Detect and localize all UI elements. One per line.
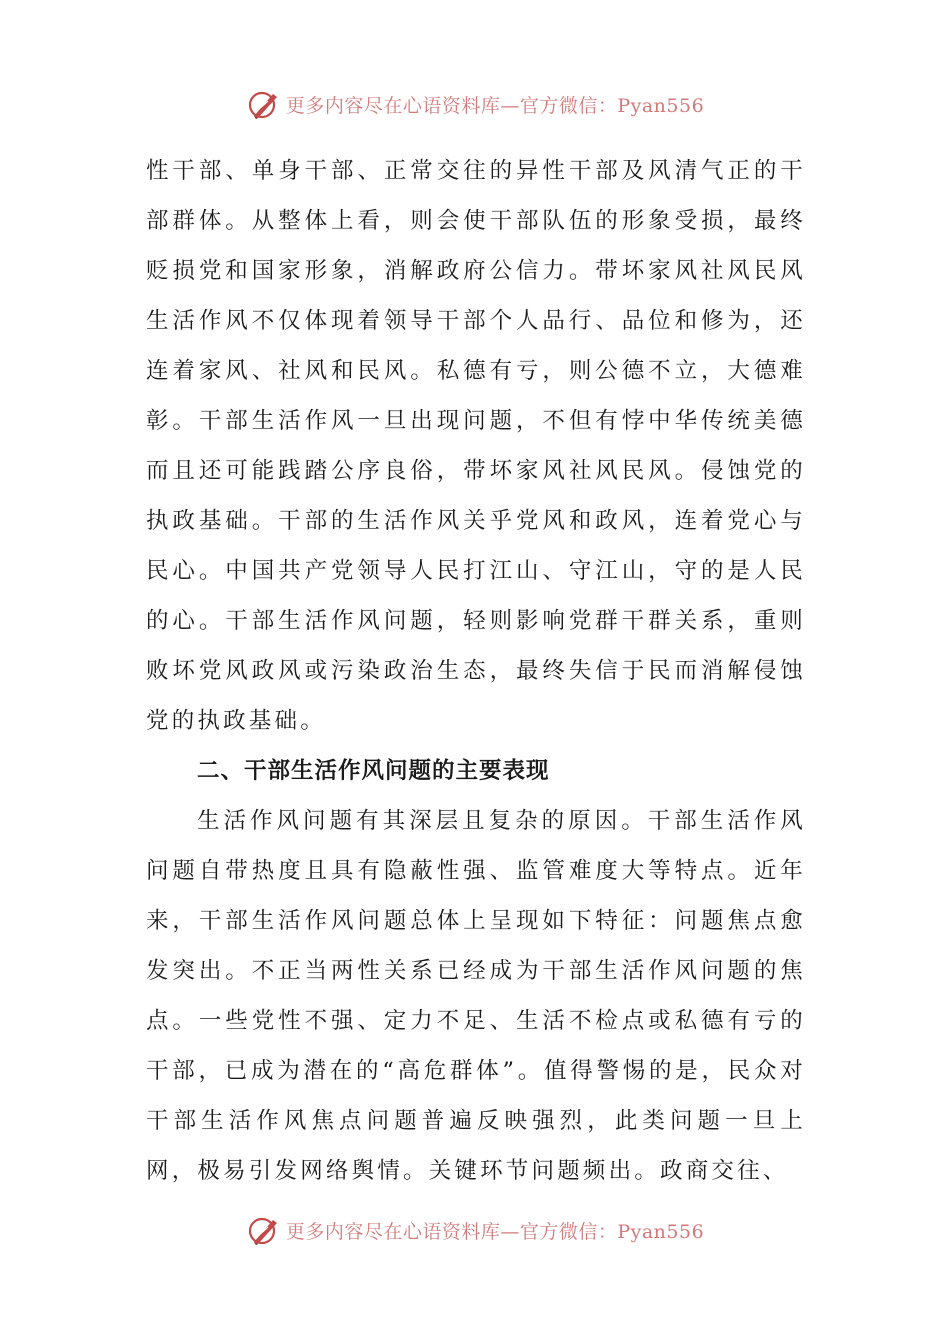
- section-heading: 二、干部生活作风问题的主要表现: [197, 758, 550, 784]
- document-body: [146, 146, 806, 1196]
- footer-watermark: [0, 1210, 950, 1250]
- footer-watermark-text: 更多内容尽在心语资料库—官方微信：Pyan556: [285, 1220, 705, 1243]
- pen-logo-icon: [246, 86, 282, 122]
- body-paragraph: 性干部、单身干部、正常交往的异性干部及风清气正的干部群体。从整体上看，则会使干部队伍的形象受损，最终贬损党和国家形象，消解政府公信力。带坏家风社风民风生活作风不仅体现着领导干部个人品行、品位和修为，还连着家风、社风和民风。私德有亏，则公德不立，大德难彰。干部生活作风一旦出现问题，不但有悖中华传统美德而且还可能践踏公序良俗，带坏家风社风民风。侵蚀党的执政基础。干部的生活作风关乎党风和政风，连着党心与民心。中国共产党领导人民打江山、守江山，守的是人民的心。干部生活作风问题，轻则影响党群干群关系，重则败坏党风政风或污染政治生态，最终失信于民而消解侵蚀党的执政基础。: [146, 158, 806, 734]
- body-paragraph: 生活作风问题有其深层且复杂的原因。干部生活作风问题自带热度且具有隐蔽性强、监管难度大等特点。近年来，干部生活作风问题总体上呈现如下特征：问题焦点愈发突出。不正当两性关系已经成为干部生活作风问题的焦点。一些党性不强、定力不足、生活不检点或私德有亏的干部，已成为潜在的“高危群体”。值得警惕的是，民众对干部生活作风焦点问题普遍反映强烈，此类问题一旦上网，极易引发网络舆情。关键环节问题频出。政商交往、: [146, 808, 806, 1184]
- pen-logo-icon: [246, 1212, 282, 1248]
- header-watermark-text: 更多内容尽在心语资料库—官方微信：Pyan556: [285, 94, 705, 117]
- header-watermark: [0, 84, 950, 124]
